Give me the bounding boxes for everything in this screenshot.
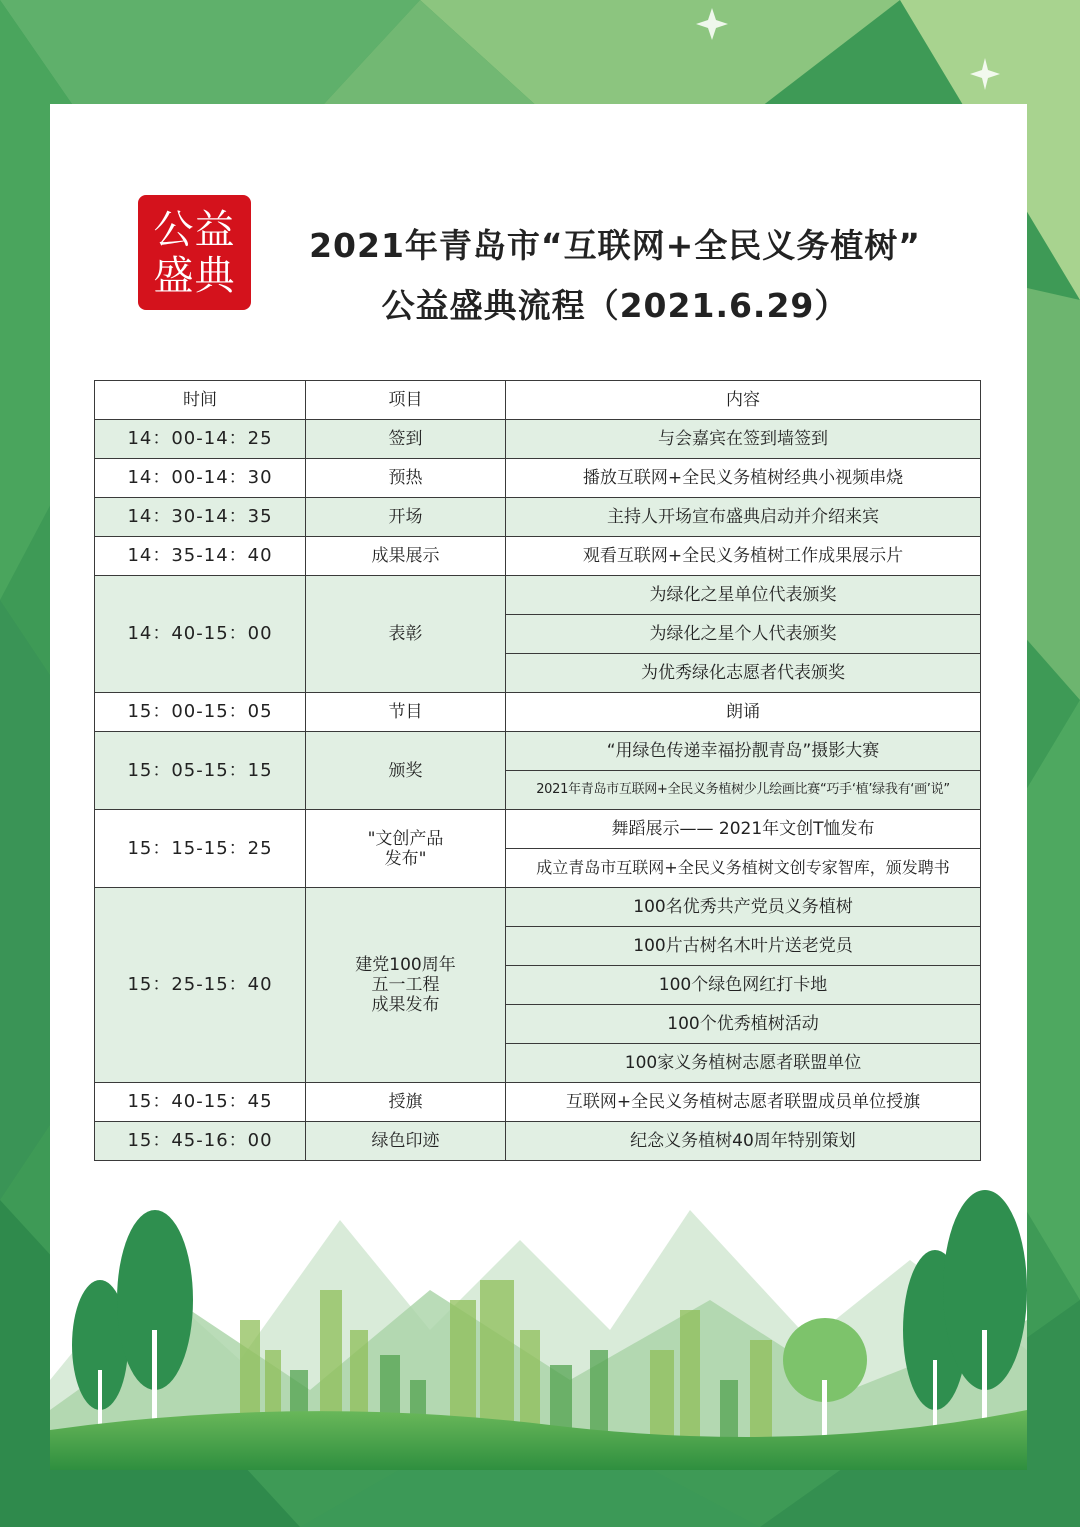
header-item: 项目 [306,381,506,420]
row-content: 朗诵 [506,693,981,732]
table-row [95,732,981,771]
row-item: 成果展示 [306,537,506,576]
row-content: 主持人开场宣布盛典启动并介绍来宾 [506,498,981,537]
row-content: 与会嘉宾在签到墙签到 [506,420,981,459]
row-content: 舞蹈展示—— 2021年文创T恤发布 [506,810,981,849]
row-item: 表彰 [306,576,506,693]
row-content: 100名优秀共产党员义务植树 [506,888,981,927]
schedule-table [94,380,981,1161]
table-row [95,693,981,732]
table-row [95,498,981,537]
row-item: 节目 [306,693,506,732]
row-content: 为绿化之星单位代表颁奖 [506,576,981,615]
row-content: 100片古树名木叶片送老党员 [506,927,981,966]
content-panel [50,104,1027,1470]
badge-line-2: 盛典 [153,253,236,299]
landscape-illustration [50,1180,1027,1470]
row-time: 14：35-14：40 [95,537,306,576]
event-badge [138,195,251,310]
table-row [95,459,981,498]
row-time: 14：00-14：30 [95,459,306,498]
header-content: 内容 [506,381,981,420]
row-content: 播放互联网+全民义务植树经典小视频串烧 [506,459,981,498]
row-time: 14：00-14：25 [95,420,306,459]
row-content: 2021年青岛市互联网+全民义务植树少儿绘画比赛“巧手‘植’绿我有‘画’说” [506,771,981,810]
title-line-1: 2021年青岛市“互联网+全民义务植树” [309,226,921,265]
table-row [95,576,981,615]
row-content: 100个优秀植树活动 [506,1005,981,1044]
table-row [95,1083,981,1122]
row-content: 为绿化之星个人代表颁奖 [506,615,981,654]
row-time: 15：25-15：40 [95,888,306,1083]
row-content: 互联网+全民义务植树志愿者联盟成员单位授旗 [506,1083,981,1122]
page-title [265,216,965,336]
row-time: 15：05-15：15 [95,732,306,810]
row-content: 纪念义务植树40周年特别策划 [506,1122,981,1161]
row-item: 签到 [306,420,506,459]
row-time: 14：40-15：00 [95,576,306,693]
row-time: 15：00-15：05 [95,693,306,732]
row-item: 预热 [306,459,506,498]
row-item: 开场 [306,498,506,537]
row-content: 100个绿色网红打卡地 [506,966,981,1005]
table-row [95,420,981,459]
header-time: 时间 [95,381,306,420]
row-content: 为优秀绿化志愿者代表颁奖 [506,654,981,693]
table-row [95,537,981,576]
table-row [95,810,981,849]
row-content: “用绿色传递幸福扮靓青岛”摄影大赛 [506,732,981,771]
row-time: 15：45-16：00 [95,1122,306,1161]
row-time: 15：40-15：45 [95,1083,306,1122]
row-content: 100家义务植树志愿者联盟单位 [506,1044,981,1083]
row-item: 绿色印迹 [306,1122,506,1161]
table-row [95,888,981,927]
row-item: 建党100周年 五一工程 成果发布 [306,888,506,1083]
row-item: 颁奖 [306,732,506,810]
title-line-2: 公益盛典流程（2021.6.29） [381,286,849,325]
table-row [95,1122,981,1161]
row-content: 成立青岛市互联网+全民义务植树文创专家智库，颁发聘书 [506,849,981,888]
row-item: "文创产品 发布" [306,810,506,888]
table-header-row [95,381,981,420]
row-time: 15：15-15：25 [95,810,306,888]
badge-line-1: 公益 [153,207,236,253]
row-content: 观看互联网+全民义务植树工作成果展示片 [506,537,981,576]
row-item: 授旗 [306,1083,506,1122]
row-time: 14：30-14：35 [95,498,306,537]
